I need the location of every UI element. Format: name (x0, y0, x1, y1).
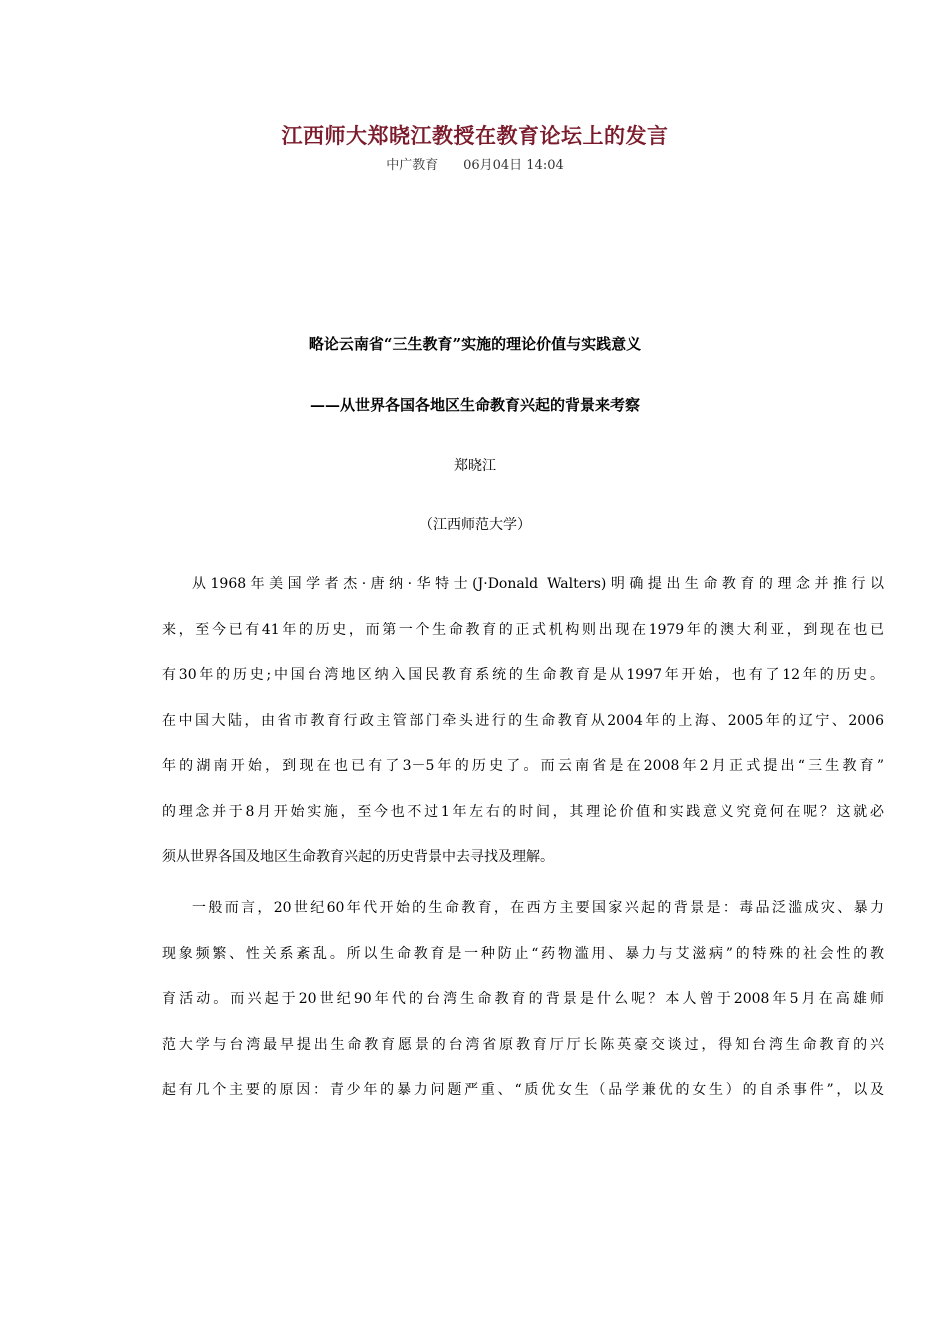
paragraph-line: 范大学与台湾最早提出生命教育愿景的台湾省原教育厅厅长陈英豪交谈过，得知台湾生命教育的兴 (162, 1036, 884, 1053)
paragraph-line: 来，至今已有41年的历史，而第一个生命教育的正式机构则出现在1979年的澳大利亚，到现在也已 (162, 621, 884, 638)
paragraph-line: 起有几个主要的原因：青少年的暴力问题严重、“质优女生（品学兼优的女生）的自杀事件”，以及 (162, 1082, 884, 1098)
article-subtitle: ——从世界各国各地区生命教育兴起的背景来考察 (309, 396, 640, 414)
paragraph-line: 从1968年美国学者杰·唐纳·华特士(J·Donald Walters)明确提出生命教育的理念并推行以 (192, 576, 884, 592)
paragraph-line: 须从世界各国及地区生命教育兴起的历史背景中去寻找及理解。 (162, 849, 554, 865)
paragraph-line: 现象频繁、性关系紊乱。所以生命教育是一种防止“药物滥用、暴力与艾滋病”的特殊的社会性的教 (162, 945, 884, 962)
headline: 江西师大郑晓江教授在教育论坛上的发言 (281, 123, 669, 148)
paragraph-1 (162, 562, 884, 881)
author-affiliation: （江西师范大学） (419, 517, 531, 533)
author-name: 郑晓江 (454, 458, 496, 474)
paragraph-line: 育活动。而兴起于20世纪90年代的台湾生命教育的背景是什么呢？本人曾于2008年5月在高雄师 (162, 991, 884, 1007)
article-title: 略论云南省“三生教育”实施的理论价值与实践意义 (308, 335, 642, 353)
paragraph-line: 在中国大陆，由省市教育行政主管部门牵头进行的生命教育从2004年的上海、2005年的辽宁、2006 (162, 712, 884, 729)
source-label: 中广教育 (386, 158, 439, 173)
paragraph-line: 一般而言，20世纪60年代开始的生命教育，在西方主要国家兴起的背景是：毒品泛滥成灾、暴力 (192, 900, 884, 916)
publish-datetime: 06月04日 14:04 (463, 158, 564, 173)
paragraph-line: 年的湖南开始，到现在也已有了3－5年的历史了。而云南省是在2008年2月正式提出“三生教育” (162, 758, 884, 774)
article-meta (0, 154, 950, 173)
paragraph-line: 的理念并于8月开始实施，至今也不过1年左右的时间，其理论价值和实践意义究竟何在呢？这就必 (162, 803, 884, 820)
paragraph-2 (162, 886, 884, 1114)
paragraph-line: 有30年的历史;中国台湾地区纳入国民教育系统的生命教育是从1997年开始，也有了12年的历史。 (162, 667, 884, 683)
